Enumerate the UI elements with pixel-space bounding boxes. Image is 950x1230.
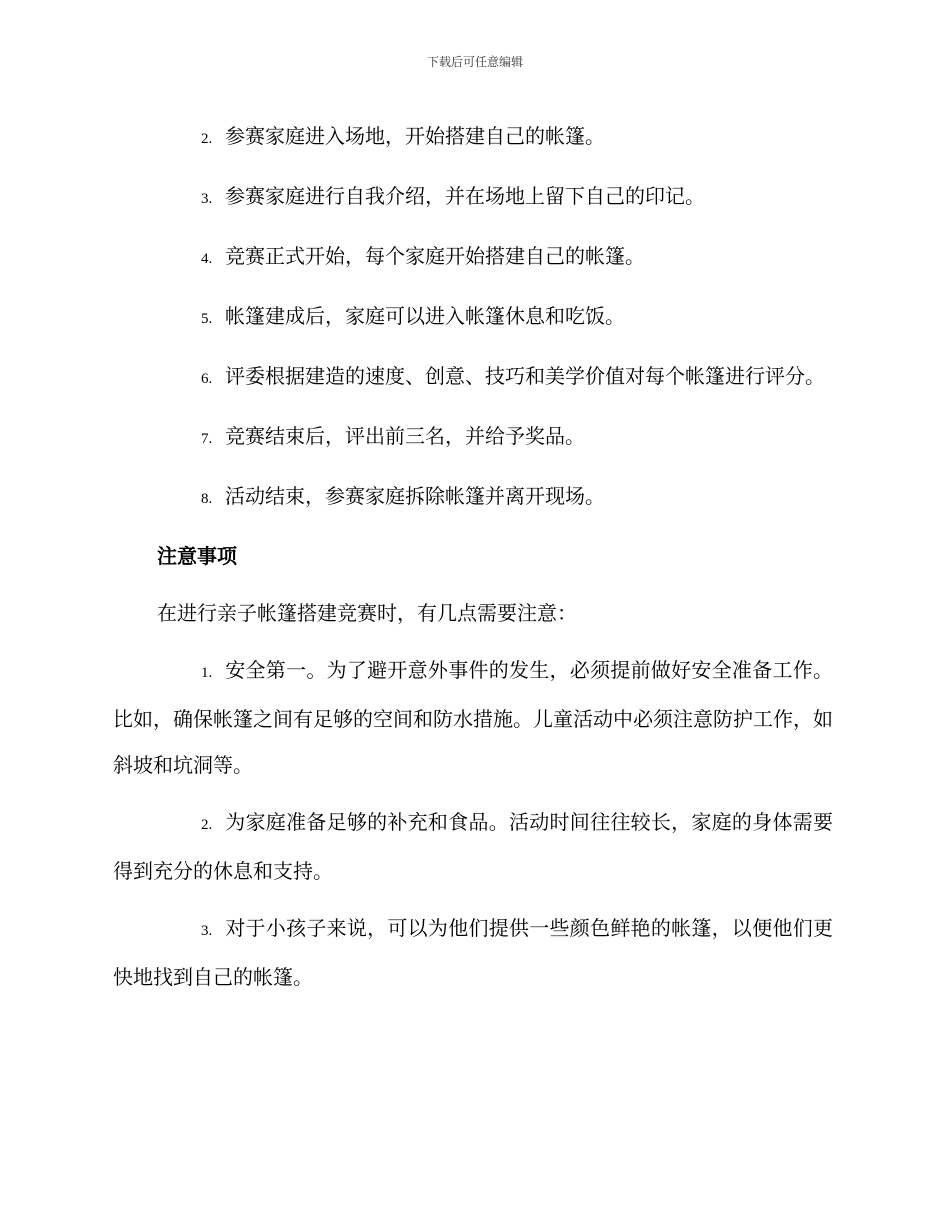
step-item — [113, 413, 833, 462]
section-heading: 注意事项 — [157, 544, 237, 568]
note-number: 3. — [201, 923, 213, 939]
step-text: 帐篷建成后，家庭可以进入帐篷休息和吃饭。 — [225, 304, 625, 328]
step-text: 竞赛正式开始，每个家庭开始搭建自己的帐篷。 — [225, 244, 645, 268]
section-intro: 在进行亲子帐篷搭建竞赛时，有几点需要注意： — [157, 601, 577, 625]
page-header: 下载后可任意编辑 — [426, 55, 523, 69]
note-number: 2. — [201, 817, 213, 833]
step-text: 评委根据建造的速度、创意、技巧和美学价值对每个帐篷进行评分。 — [225, 364, 825, 388]
step-text: 参赛家庭进入场地，开始搭建自己的帐篷。 — [225, 124, 605, 148]
step-item — [113, 473, 833, 522]
note-number: 1. — [201, 665, 213, 681]
step-text: 参赛家庭进行自我介绍，并在场地上留下自己的印记。 — [225, 184, 705, 208]
step-item — [113, 113, 833, 162]
note-text: 安全第一。为了避开意外事件的发生，必须提前做好安全准备工作。比如，确保帐篷之间有足够的空间和防水措施。儿童活动中必须注意防护工作，如斜坡和坑洞等。 — [113, 658, 833, 777]
note-item — [113, 799, 833, 894]
step-text: 竞赛结束后，评出前三名，并给予奖品。 — [225, 424, 585, 448]
note-text: 为家庭准备足够的补充和食品。活动时间往往较长，家庭的身体需要得到充分的休息和支持。 — [113, 810, 833, 883]
step-number: 4. — [201, 251, 213, 267]
step-number: 7. — [201, 431, 213, 447]
step-number: 6. — [201, 371, 213, 387]
note-item — [113, 647, 833, 788]
step-item — [113, 293, 833, 342]
step-text: 活动结束，参赛家庭拆除帐篷并离开现场。 — [225, 484, 605, 508]
step-number: 2. — [201, 131, 213, 147]
step-item — [113, 353, 833, 402]
step-number: 3. — [201, 191, 213, 207]
document-body — [113, 113, 833, 1011]
step-item — [113, 173, 833, 222]
step-item — [113, 233, 833, 282]
note-item — [113, 905, 833, 1000]
step-number: 5. — [201, 311, 213, 327]
step-number: 8. — [201, 491, 213, 507]
note-text: 对于小孩子来说，可以为他们提供一些颜色鲜艳的帐篷，以便他们更快地找到自己的帐篷。 — [113, 916, 833, 989]
